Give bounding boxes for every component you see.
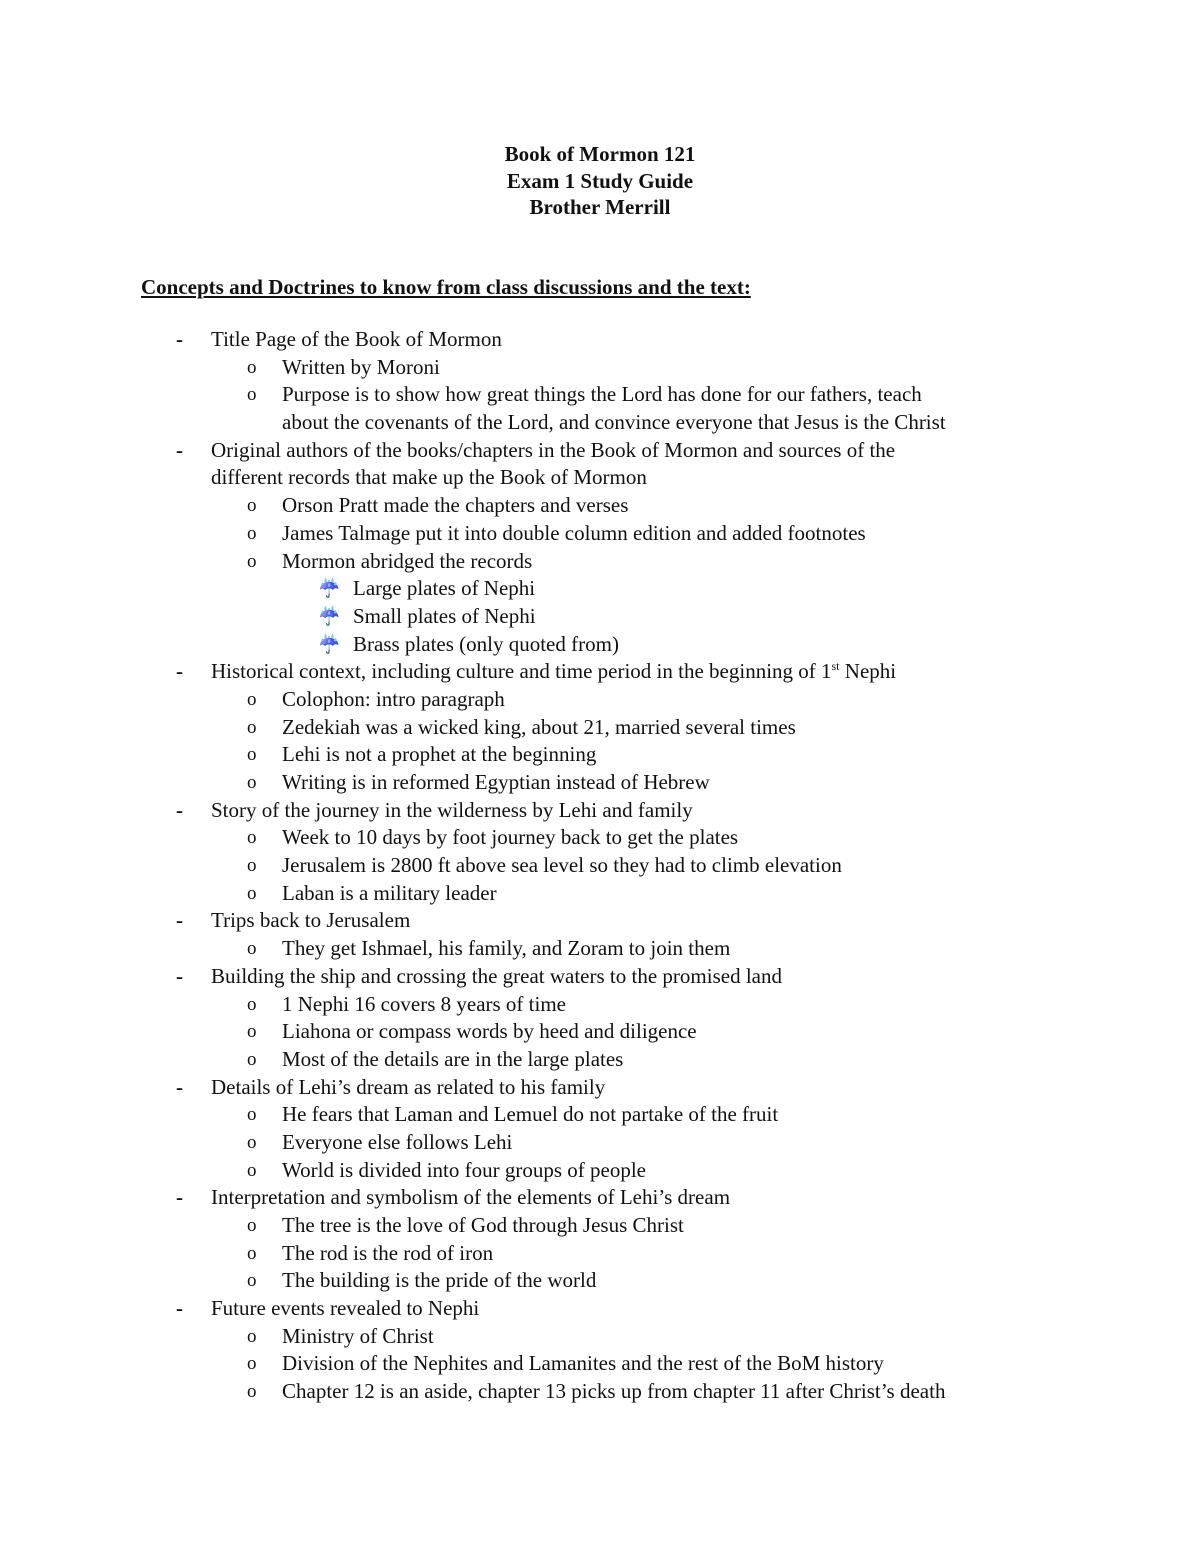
- item-line: [0, 686, 1200, 714]
- circle-bullet-icon: o: [247, 772, 257, 793]
- item-line-text: Laban is a military leader: [282, 880, 497, 905]
- item-line-text: about the covenants of the Lord, and convince everyone that Jesus is the Christ: [282, 410, 946, 435]
- item-line-text: The building is the pride of the world: [282, 1268, 597, 1293]
- item-line-text: James Talmage put it into double column edition and added footnotes: [282, 520, 866, 545]
- item-line: [0, 852, 1200, 880]
- item-line: [0, 769, 1200, 797]
- circle-bullet-icon: o: [247, 1353, 257, 1375]
- subitem-line: [0, 575, 1200, 603]
- square-bullet-icon: ☔: [318, 633, 341, 654]
- item-line: [0, 1350, 1200, 1378]
- topic-line: [0, 437, 1200, 465]
- circle-bullet-icon: o: [247, 522, 257, 544]
- subitem-line-text: Large plates of Nephi: [353, 576, 536, 601]
- item-line: [0, 1046, 1200, 1074]
- item-line: [0, 1378, 1200, 1406]
- circle-bullet-icon: o: [247, 1242, 257, 1264]
- ordinal-superscript: st: [831, 659, 840, 674]
- guide-title: Exam 1 Study Guide: [506, 168, 694, 193]
- item-line-text: Everyone else follows Lehi: [282, 1129, 513, 1154]
- square-bullet-icon: ☔: [318, 578, 341, 599]
- dash-bullet-icon: -: [176, 1185, 183, 1210]
- topic-line: [0, 1074, 1200, 1102]
- topic-line: [0, 1295, 1200, 1323]
- item-line-text: Zedekiah was a wicked king, about 21, married several times: [282, 714, 796, 739]
- item-line: [0, 714, 1200, 742]
- item-line-text: Jerusalem is 2800 ft above sea level so they had to climb elevation: [282, 853, 842, 878]
- circle-bullet-icon: o: [247, 1131, 257, 1153]
- item-line: [0, 991, 1200, 1019]
- item-line-text: They get Ishmael, his family, and Zoram to join them: [282, 936, 731, 961]
- item-line: [0, 1267, 1200, 1295]
- item-line-text: Purpose is to show how great things the Lord has done for our fathers, teach: [282, 382, 922, 407]
- topic-line-text: Title Page of the Book of Mormon: [211, 327, 502, 351]
- item-line-text: World is divided into four groups of people: [282, 1157, 647, 1182]
- item-line: [0, 880, 1200, 908]
- circle-bullet-icon: o: [247, 938, 257, 960]
- item-line: [0, 354, 1200, 382]
- item-line-text: Chapter 12 is an aside, chapter 13 picks up from chapter 11 after Christ’s death: [282, 1379, 946, 1404]
- item-line: [0, 1240, 1200, 1268]
- item-line-text: Lehi is not a prophet at the beginning: [282, 742, 597, 767]
- dash-bullet-icon: -: [176, 327, 183, 351]
- subitem-line: [0, 603, 1200, 631]
- item-line-text: Orson Pratt made the chapters and verses: [282, 493, 629, 518]
- item-line-text: Writing is in reformed Egyptian instead of Hebrew: [282, 770, 710, 794]
- course-title: Book of Mormon 121: [504, 142, 696, 166]
- item-line: [0, 935, 1200, 963]
- title-block: [0, 141, 1200, 221]
- item-line-text: Week to 10 days by foot journey back to get the plates: [282, 825, 739, 850]
- topic-line-text: Trips back to Jerusalem: [211, 908, 411, 933]
- topic-line-text: Building the ship and crossing the great waters to the promised land: [211, 963, 782, 988]
- circle-bullet-icon: o: [247, 356, 257, 378]
- circle-bullet-icon: o: [247, 855, 257, 877]
- dash-bullet-icon: -: [176, 437, 183, 462]
- topic-line: [0, 326, 1200, 354]
- item-line: [0, 741, 1200, 769]
- item-line-text: He fears that Laman and Lemuel do not partake of the fruit: [282, 1102, 779, 1127]
- dash-bullet-icon: -: [176, 1296, 183, 1321]
- circle-bullet-icon: o: [247, 1325, 257, 1347]
- item-line: [0, 1101, 1200, 1129]
- circle-bullet-icon: o: [247, 1381, 257, 1403]
- item-line: [0, 1129, 1200, 1157]
- item-line: [0, 824, 1200, 852]
- item-line-text: The tree is the love of God through Jesus Christ: [282, 1213, 684, 1237]
- dash-bullet-icon: -: [176, 1074, 183, 1099]
- item-line-text: Written by Moroni: [282, 354, 440, 379]
- topic-line: [0, 797, 1200, 825]
- circle-bullet-icon: o: [247, 1215, 257, 1236]
- topic-line-text: different records that make up the Book of Mormon: [211, 465, 647, 490]
- dash-bullet-icon: -: [176, 963, 183, 988]
- circle-bullet-icon: o: [247, 688, 257, 710]
- topic-line-text: [211, 658, 896, 686]
- topic-line: [0, 658, 1200, 686]
- circle-bullet-icon: o: [247, 882, 257, 904]
- subitem-line-text: Small plates of Nephi: [353, 603, 536, 628]
- item-line: [0, 409, 1200, 437]
- circle-bullet-icon: o: [247, 716, 257, 738]
- item-line: [0, 548, 1200, 576]
- circle-bullet-icon: o: [247, 827, 257, 849]
- topic-text-part: Nephi: [839, 659, 897, 684]
- subitem-line: [0, 631, 1200, 659]
- circle-bullet-icon: o: [247, 384, 257, 406]
- item-line-text: Liahona or compass words by heed and diligence: [282, 1019, 697, 1044]
- circle-bullet-icon: o: [247, 550, 257, 572]
- circle-bullet-icon: o: [247, 993, 257, 1015]
- circle-bullet-icon: o: [247, 1270, 257, 1292]
- subitem-line-text: Brass plates (only quoted from): [353, 631, 619, 656]
- dash-bullet-icon: -: [176, 659, 183, 684]
- item-line-text: Colophon: intro paragraph: [282, 686, 505, 711]
- item-line-text: Most of the details are in the large plates: [282, 1046, 624, 1071]
- item-line: [0, 520, 1200, 548]
- topic-text-part: Historical context, including culture and time period in the beginning of 1: [211, 659, 832, 684]
- section-heading: Concepts and Doctrines to know from class discussions and the text:: [141, 275, 751, 299]
- circle-bullet-icon: o: [247, 495, 257, 517]
- item-line-text: The rod is the rod of iron: [282, 1240, 494, 1265]
- item-line: [0, 1212, 1200, 1240]
- topic-line-text: Future events revealed to Nephi: [211, 1296, 480, 1321]
- topic-line-text: Interpretation and symbolism of the elements of Lehi’s dream: [211, 1185, 731, 1210]
- circle-bullet-icon: o: [247, 1104, 257, 1126]
- item-line: [0, 1323, 1200, 1351]
- topic-line-text: Details of Lehi’s dream as related to his family: [211, 1074, 606, 1099]
- item-line: [0, 1018, 1200, 1046]
- item-line: [0, 1157, 1200, 1185]
- dash-bullet-icon: -: [176, 797, 183, 822]
- dash-bullet-icon: -: [176, 908, 183, 933]
- item-line: [0, 381, 1200, 409]
- circle-bullet-icon: o: [247, 1159, 257, 1181]
- instructor-name: Brother Merrill: [529, 195, 671, 219]
- item-line-text: 1 Nephi 16 covers 8 years of time: [282, 991, 567, 1016]
- square-bullet-icon: ☔: [318, 605, 341, 626]
- circle-bullet-icon: o: [247, 1021, 257, 1043]
- topic-outline: [0, 326, 1200, 1406]
- topic-line: [0, 1184, 1200, 1212]
- topic-line: [0, 907, 1200, 935]
- item-line-text: Mormon abridged the records: [282, 548, 533, 573]
- item-line-text: Ministry of Christ: [282, 1323, 434, 1348]
- topic-line-text: Original authors of the books/chapters in the Book of Mormon and sources of the: [211, 437, 896, 462]
- circle-bullet-icon: o: [247, 1048, 257, 1070]
- item-line-text: Division of the Nephites and Lamanites and the rest of the BoM history: [282, 1351, 884, 1376]
- topic-line: [0, 963, 1200, 991]
- item-line: [0, 492, 1200, 520]
- topic-line-text: Story of the journey in the wilderness by Lehi and family: [211, 797, 693, 822]
- circle-bullet-icon: o: [247, 744, 257, 766]
- topic-line: [0, 464, 1200, 492]
